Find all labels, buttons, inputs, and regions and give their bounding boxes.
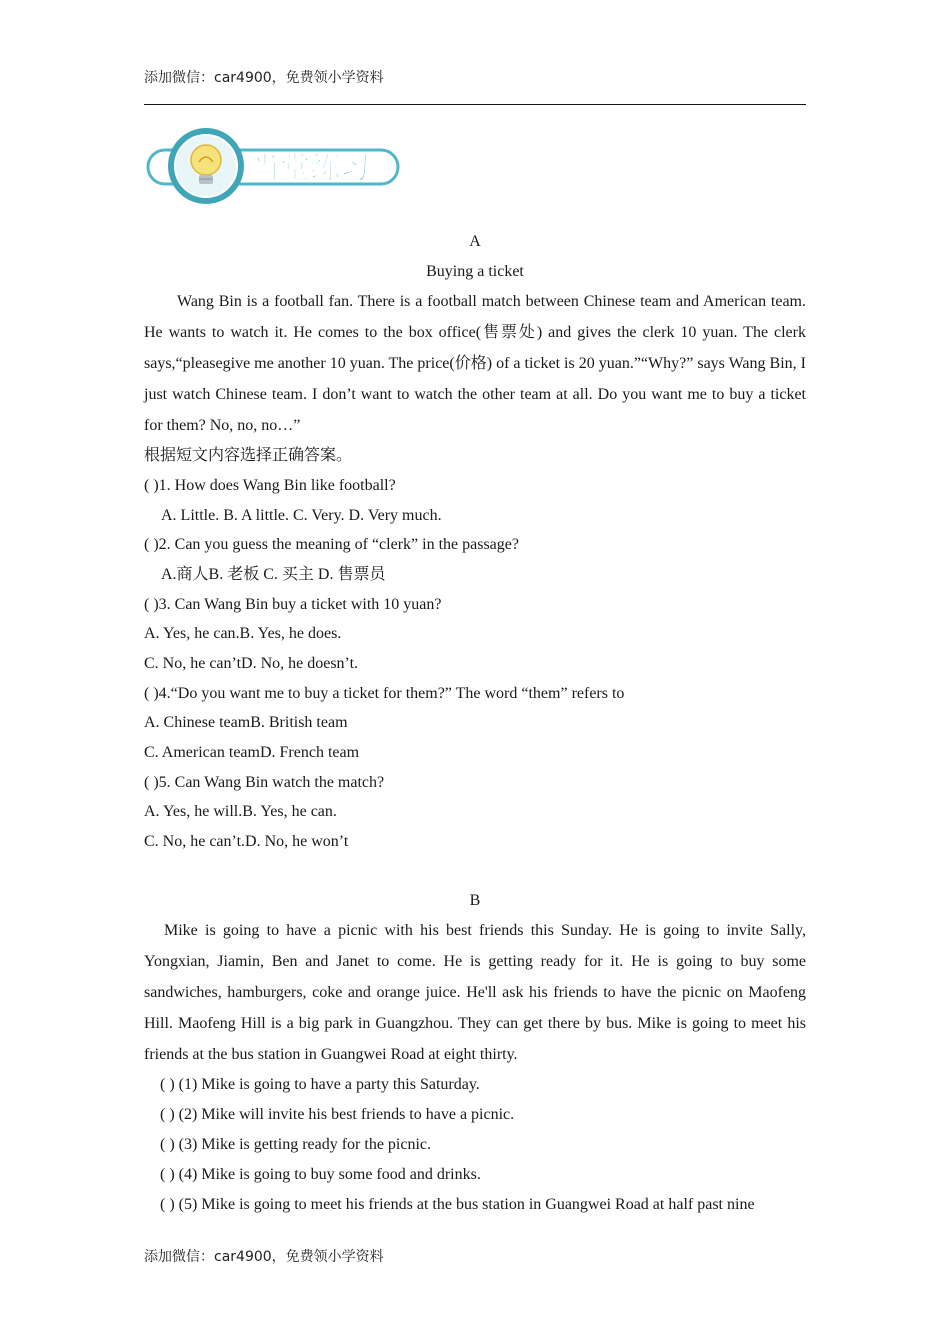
section-b-letter: B — [469, 892, 481, 909]
statement-5: ( ) (5) Mike is going to meet his friends at the bus station in Guangwei Road at half past nine — [160, 1196, 755, 1213]
statement-1: ( ) (1) Mike is going to have a party this Saturday. — [160, 1076, 480, 1093]
question-4: ( )4.“Do you want me to buy a ticket for them?” The word “them” refers to — [144, 685, 625, 702]
banner-title: 当堂练习 — [250, 151, 370, 186]
footer-note: 添加微信：car4900，免费领小学资料 — [144, 1249, 384, 1265]
question-3-options-ab: A. Yes, he can.B. Yes, he does. — [144, 625, 342, 642]
statement-2: ( ) (2) Mike will invite his best friends to have a picnic. — [160, 1106, 515, 1123]
section-b-passage: Mike is going to have a picnic with his best friends this Sunday. He is going to invite Sally, Yongxian, Jiamin, Ben and Janet to come. He is getting ready for it. He is going to buy some sandwiches, hamburgers, coke and orange juice. He'll ask his friends to have the picnic on Maofeng Hill. Maofeng Hill is a big park in Guangzhou. They can get there by bus. Mike is going to meet his friends at the bus station in Guangwei Road at eight thirty. — [144, 922, 806, 1063]
question-1-options: A. Little. B. A little. C. Very. D. Very much. — [161, 507, 442, 524]
question-2-options: A.商人B. 老板 C. 买主 D. 售票员 — [161, 566, 386, 583]
question-4-options-ab: A. Chinese teamB. British team — [144, 714, 348, 731]
banner-graphic — [144, 124, 404, 208]
section-banner — [144, 124, 404, 208]
question-5: ( )5. Can Wang Bin watch the match? — [144, 774, 385, 791]
section-a-letter: A — [469, 233, 481, 250]
question-3-options-cd: C. No, he can’tD. No, he doesn’t. — [144, 655, 359, 672]
statement-4: ( ) (4) Mike is going to buy some food and drinks. — [160, 1166, 481, 1183]
question-5-options-ab: A. Yes, he will.B. Yes, he can. — [144, 803, 337, 820]
question-4-options-cd: C. American teamD. French team — [144, 744, 360, 761]
question-3: ( )3. Can Wang Bin buy a ticket with 10 yuan? — [144, 596, 442, 613]
section-a-passage: Wang Bin is a football fan. There is a football match between Chinese team and American team. He wants to watch it. He comes to the box office(售票处) and gives the clerk 10 yuan. The clerk says,“pleasegive me another 10 yuan. The price(价格) of a ticket is 20 yuan.”“Why?” says Wang Bin, I just watch Chinese team. I don’t want to watch the other team at all. Do you want me to buy a ticket for them? No, no, no…” — [144, 293, 806, 434]
statement-3: ( ) (3) Mike is getting ready for the picnic. — [160, 1136, 432, 1153]
question-2: ( )2. Can you guess the meaning of “clerk” in the passage? — [144, 536, 519, 553]
section-a-title: Buying a ticket — [426, 263, 524, 280]
header-rule — [144, 104, 806, 105]
question-5-options-cd: C. No, he can’t.D. No, he won’t — [144, 833, 349, 850]
section-a-instruction: 根据短文内容选择正确答案。 — [144, 447, 353, 464]
header-note: 添加微信：car4900，免费领小学资料 — [144, 70, 384, 86]
question-1: ( )1. How does Wang Bin like football? — [144, 477, 396, 494]
